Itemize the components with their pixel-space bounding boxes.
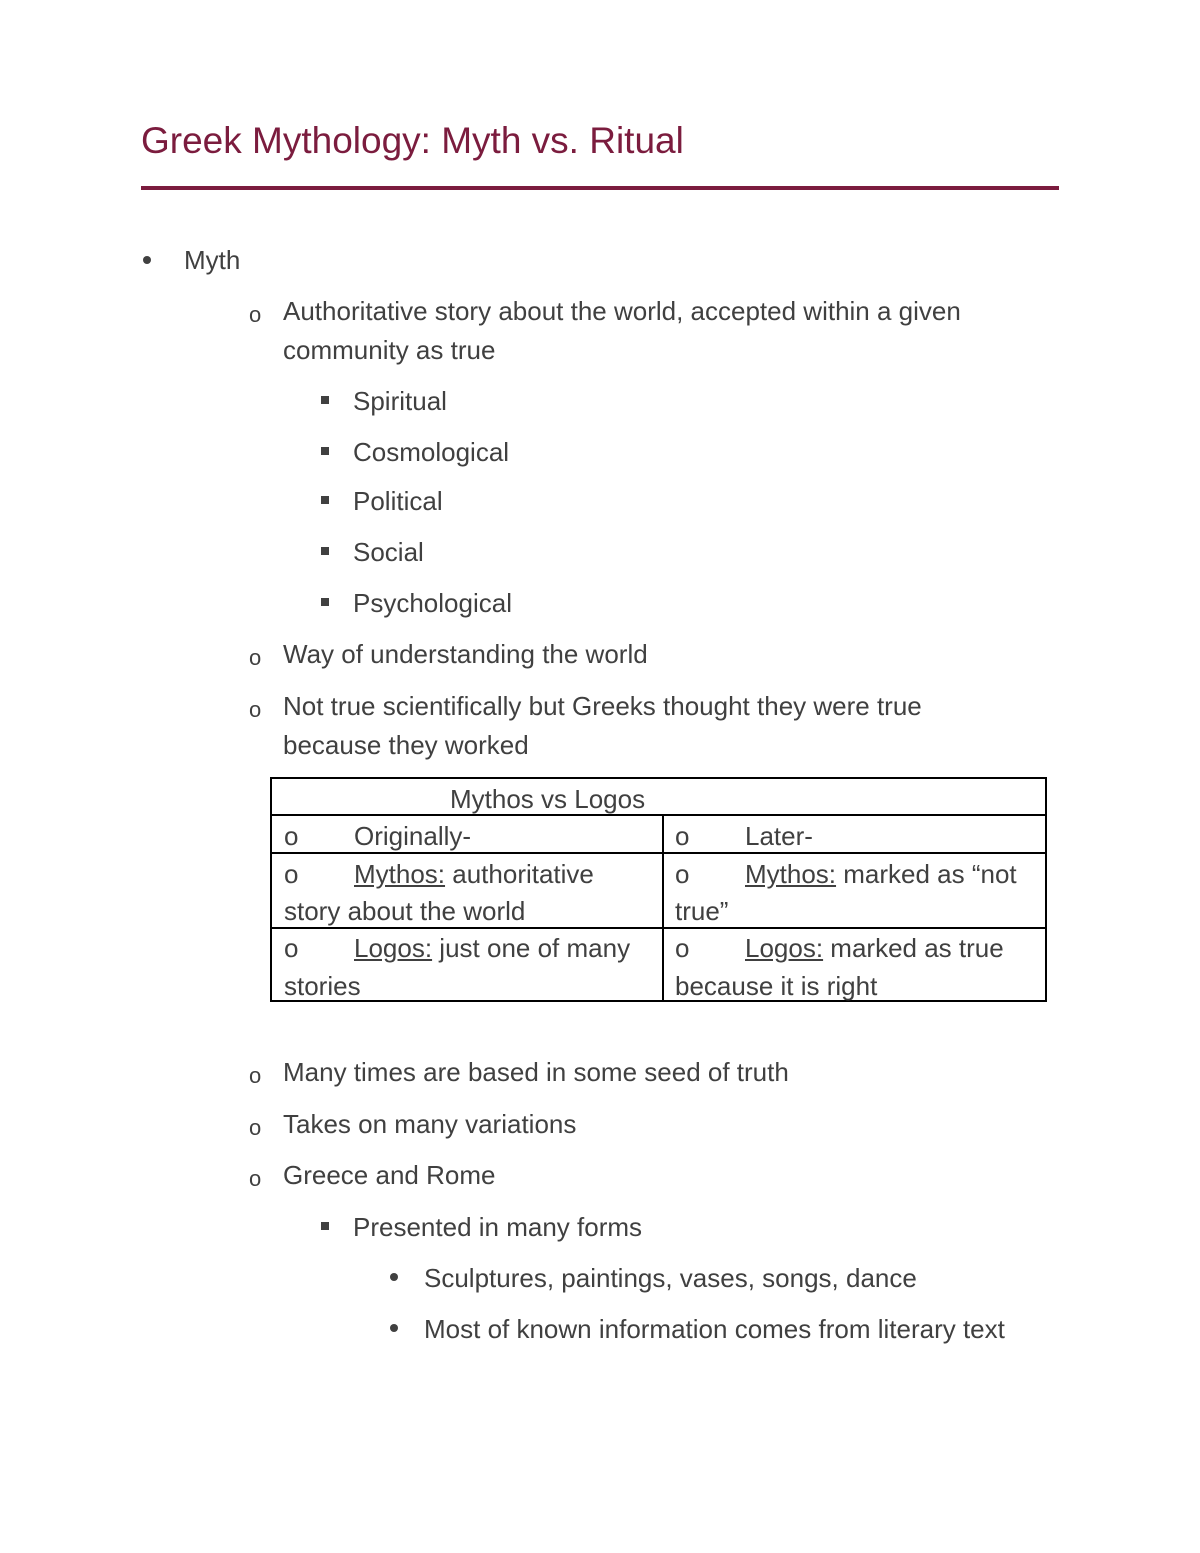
table-rule [272,814,1045,816]
table-cell-mythos-later-cont: true” [675,896,729,926]
list-item-variations: Takes on many variations [283,1109,577,1139]
cell-marker: o [675,933,690,963]
list-item-presented: Presented in many forms [353,1212,643,1242]
page-title: Greek Mythology: Myth vs. Ritual [141,120,684,161]
cell-term: Mythos: [354,859,446,889]
bullet-square [321,447,329,455]
bullet-circle: o [249,1063,262,1088]
cell-text: authoritative [445,859,594,889]
cell-marker: o [675,821,690,851]
list-item-spiritual: Spiritual [353,386,447,416]
bullet-circle: o [249,697,262,722]
cell-text: Later- [745,821,813,851]
list-item-known-information: Most of known information comes from literary text [424,1314,1005,1344]
bullet-square [321,547,329,555]
list-item-authoritative: Authoritative story about the world, accepted within a given [283,296,961,326]
table-cell-logos-later [675,930,1004,967]
list-item-psychological: Psychological [353,588,512,618]
bullet-circle: o [249,1115,262,1140]
cell-term: Mythos: [745,859,837,889]
table-header: Mythos vs Logos [450,784,646,814]
table-cell-mythos-originally-cont: story about the world [284,896,526,926]
bullet-square [321,396,329,404]
list-item-authoritative-cont: community as true [283,335,496,365]
bullet-circle: o [249,645,262,670]
list-item-not-true: Not true scientifically but Greeks thought they were true [283,691,922,721]
table-column-divider [662,815,664,1002]
cell-marker: o [675,859,690,889]
list-item-greece-rome: Greece and Rome [283,1160,496,1190]
list-item-seed: Many times are based in some seed of truth [283,1057,789,1087]
mythos-logos-table [270,777,1047,1002]
list-item-not-true-cont: because they worked [283,730,529,760]
list-item-cosmological: Cosmological [353,437,510,467]
bullet-circle: o [249,302,262,327]
table-cell-later [675,818,813,855]
table-cell-logos-originally-cont: stories [284,971,361,1001]
list-item-way: Way of understanding the world [283,639,648,669]
bullet-square [321,1222,329,1230]
title-rule [141,186,1059,190]
cell-text: just one of many [432,933,631,963]
bullet-circle: o [249,1166,262,1191]
table-cell-originally [284,818,471,855]
table-cell-mythos-originally [284,856,594,893]
table-cell-logos-originally [284,930,630,967]
cell-text: Originally- [354,821,472,851]
list-item-myth: Myth [184,245,241,275]
bullet-square [321,598,329,606]
list-item-social: Social [353,537,424,567]
cell-marker: o [284,933,299,963]
list-item-sculptures: Sculptures, paintings, vases, songs, dance [424,1263,917,1293]
table-cell-logos-later-cont: because it is right [675,971,878,1001]
cell-text: marked as true [823,933,1004,963]
cell-marker: o [284,859,299,889]
bullet-square [321,496,329,504]
cell-marker: o [284,821,299,851]
bullet-dot [390,1273,398,1281]
cell-text: marked as “not [836,859,1017,889]
bullet-dot [143,256,151,264]
cell-term: Logos: [745,933,824,963]
cell-term: Logos: [354,933,433,963]
table-cell-mythos-later [675,856,1017,893]
list-item-political: Political [353,486,443,516]
bullet-dot [390,1324,398,1332]
